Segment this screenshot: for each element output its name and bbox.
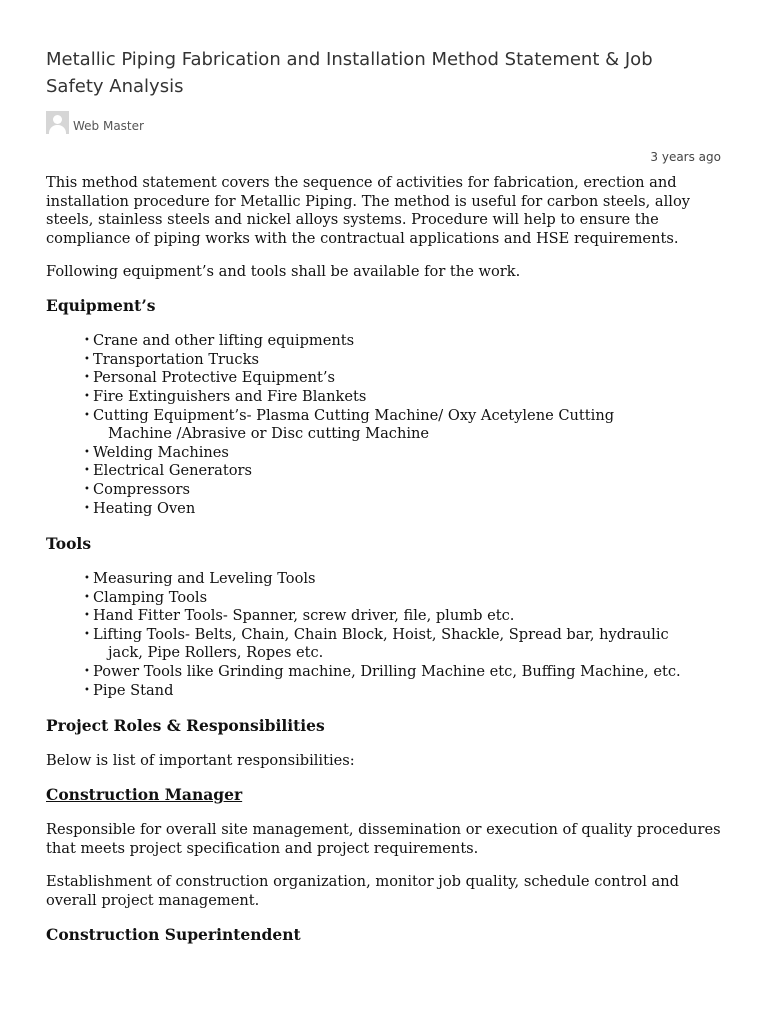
bullet-icon: • (84, 465, 90, 477)
list-item: • Crane and other lifting equipments (84, 332, 355, 350)
bullet-icon: • (84, 573, 90, 585)
author-byline[interactable] (46, 108, 144, 134)
equipment-list (46, 332, 726, 518)
construction-manager-paragraph: Establishment of construction organization, monitor job quality, schedule control and overall project management. (46, 873, 679, 909)
avatar-icon (46, 111, 69, 134)
list-item: • Power Tools like Grinding machine, Drilling Machine etc, Buffing Machine, etc. (84, 663, 681, 681)
equipment-heading: Equipment’s (46, 296, 156, 316)
construction-manager-heading: Construction Manager (46, 785, 243, 805)
list-item: • Pipe Stand (84, 681, 174, 699)
bullet-icon: • (84, 483, 90, 495)
intro-paragraph: This method statement covers the sequence of activities for fabrication, erection and installation procedure for Metallic Piping. The method is useful for carbon steels, alloy steels, stainless steels and nickel alloys systems. Procedure will help to ensure the compliance of piping works with the contractual applications and HSE requirements. (46, 174, 690, 247)
bullet-icon: • (84, 409, 90, 421)
list-item: • Personal Protective Equipment’s (84, 369, 336, 387)
bullet-icon: • (84, 666, 90, 678)
tools-heading: Tools (46, 534, 92, 554)
list-item: • Fire Extinguishers and Fire Blankets (84, 387, 367, 405)
construction-manager-paragraph: Responsible for overall site management, dissemination or execution of quality procedures that meets project specification and project requirements. (46, 821, 721, 858)
list-item: • Welding Machines (84, 443, 229, 461)
bullet-icon: • (84, 610, 90, 622)
bullet-icon: • (84, 353, 90, 365)
list-item: • Transportation Trucks (84, 350, 259, 368)
article-title: Metallic Piping Fabrication and Installation Method Statement & Job Safety Analysis (46, 49, 653, 97)
list-item: • Heating Oven (84, 499, 196, 517)
equipment-intro: Following equipment’s and tools shall be available for the work. (46, 262, 521, 280)
list-item: • Hand Fitter Tools- Spanner, screw driver, file, plumb etc. (84, 607, 515, 625)
list-item: • Compressors (84, 480, 190, 498)
bullet-icon: • (84, 684, 90, 696)
list-item: • Cutting Equipment’s- Plasma Cutting Machine/ Oxy Acetylene Cutting Machine /Abrasive or Disc cutting Machine (84, 406, 615, 443)
post-timestamp: 3 years ago (650, 150, 721, 164)
tools-list (46, 570, 726, 700)
bullet-icon: • (84, 628, 90, 640)
bullet-icon: • (84, 390, 90, 402)
bullet-icon: • (84, 502, 90, 514)
list-item: • Lifting Tools- Belts, Chain, Chain Block, Hoist, Shackle, Spread bar, hydraulic jack, Pipe Rollers, Ropes etc. (84, 625, 669, 662)
bullet-icon: • (84, 446, 90, 458)
list-item: • Clamping Tools (84, 588, 208, 606)
construction-superintendent-heading: Construction Superintendent (46, 925, 301, 944)
list-item: • Measuring and Leveling Tools (84, 570, 316, 588)
bullet-icon: • (84, 591, 90, 603)
roles-intro: Below is list of important responsibilities: (46, 752, 355, 770)
author-name[interactable]: Web Master (73, 119, 144, 133)
list-item: • Electrical Generators (84, 462, 252, 480)
bullet-icon: • (84, 372, 90, 384)
bullet-icon: • (84, 335, 90, 347)
roles-heading: Project Roles & Responsibilities (46, 716, 325, 736)
article-body (46, 174, 726, 961)
